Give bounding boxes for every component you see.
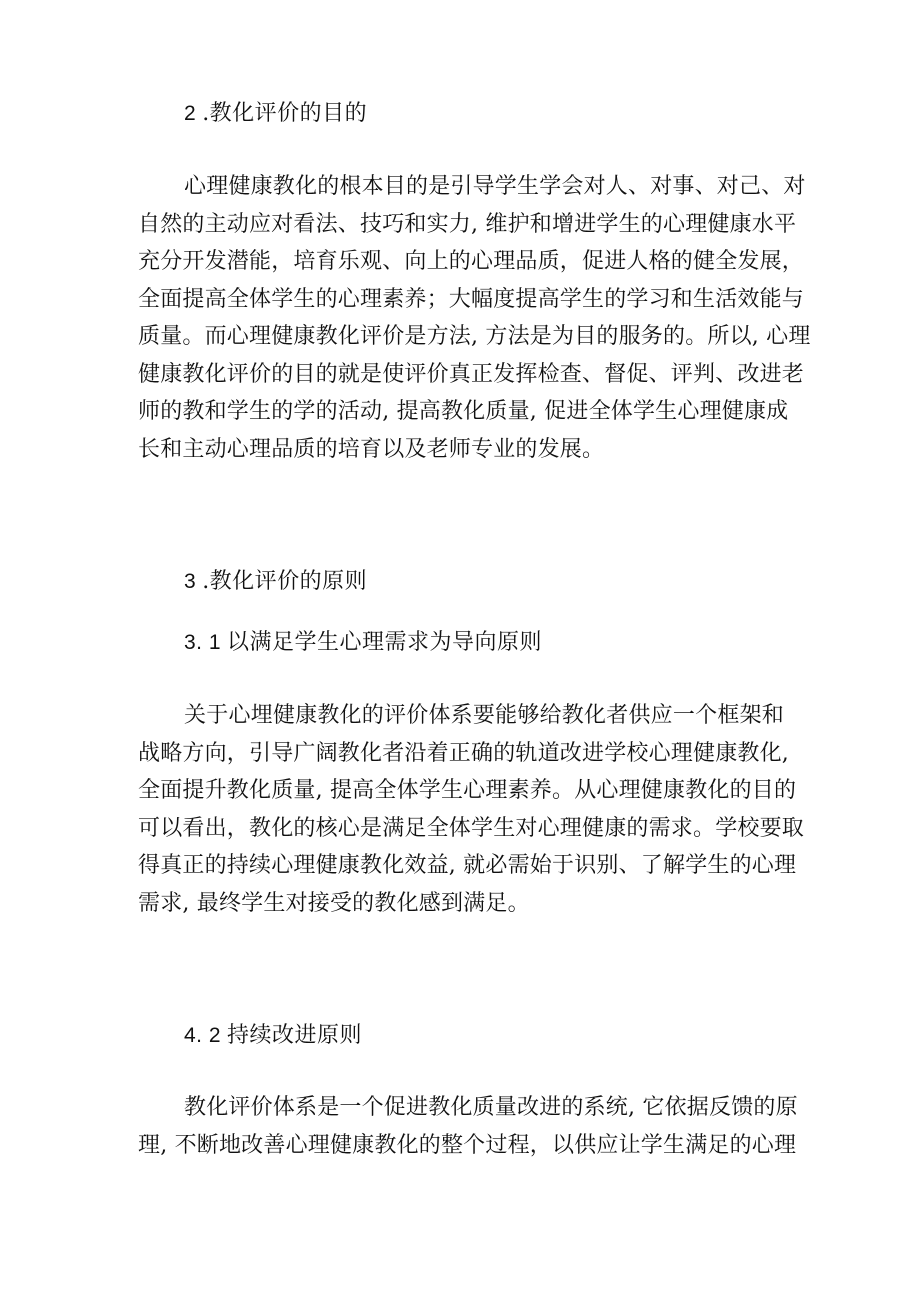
paragraph-line: 理, 不断地改善心理健康教化的整个过程，以供应让学生满足的心理: [138, 1132, 797, 1158]
heading-title: .教化评价的原则: [202, 569, 368, 594]
heading-title: .教化评价的目的: [202, 101, 368, 126]
section-heading-4-2: [184, 1021, 362, 1051]
paragraph-line: 师的教和学生的学的活动, 提高教化质量, 促进全体学生心理健康成: [138, 399, 789, 424]
paragraph-line: 战略方向，引导广阔教化者沿着正确的轨道改进学校心理健康教化,: [138, 740, 789, 766]
heading-title: 以满足学生心理需求为导向原则: [227, 630, 543, 655]
section-heading-2: [184, 99, 367, 129]
paragraph-line: 教化评价体系是一个促进教化质量改进的系统, 它依据反馈的原: [184, 1095, 798, 1120]
paragraph-line: 心理健康教化的根本目的是引导学生学会对人、对事、对己、对: [184, 174, 806, 199]
heading-number: 4. 2: [184, 1024, 222, 1047]
section-heading-3: [184, 567, 367, 597]
paragraph-principle-needs: [138, 697, 805, 922]
paragraph-purpose: [138, 168, 811, 468]
section-heading-3-1: [184, 628, 542, 658]
paragraph-line: 全面提升教化质量, 提高全体学生心理素养。从心理健康教化的目的: [138, 778, 797, 803]
paragraph-line: 关于心埋健康教化的评价体系要能够给教化者供应一个框架和: [184, 703, 784, 728]
paragraph-line: 得真正的持续心理健康教化效益, 就必需始于识别、了解学生的心理: [138, 853, 797, 878]
paragraph-line: 健康教化评价的目的就是使评价真正发挥检查、督促、评判、改进老: [138, 361, 805, 387]
heading-number: 2: [184, 102, 197, 125]
heading-number: 3: [184, 570, 197, 593]
paragraph-line: 充分开发潜能，培育乐观、向上的心理品质，促进人格的健全发展，: [138, 249, 805, 274]
paragraph-line: 全面提高全体学生的心理素养；大幅度提高学生的学习和生活效能与: [138, 286, 805, 312]
paragraph-line: 可以看出，教化的核心是满足全体学生对心理健康的需求。学校要取: [138, 815, 805, 841]
paragraph-line: 长和主动心理品质的培育以及老师专业的发展。: [138, 436, 605, 462]
paragraph-line: 质量。而心理健康教化评价是方法, 方法是为目的服务的。所以, 心理: [138, 324, 811, 349]
paragraph-line: 需求, 最终学生对接受的教化感到满足。: [138, 890, 530, 916]
heading-title: 持续改进原则: [227, 1023, 363, 1048]
heading-number: 3. 1: [184, 631, 222, 654]
paragraph-line: 自然的主动应对看法、技巧和实力, 维护和增进学生的心理健康水平: [138, 211, 797, 237]
paragraph-continuous-improvement: [138, 1089, 798, 1164]
